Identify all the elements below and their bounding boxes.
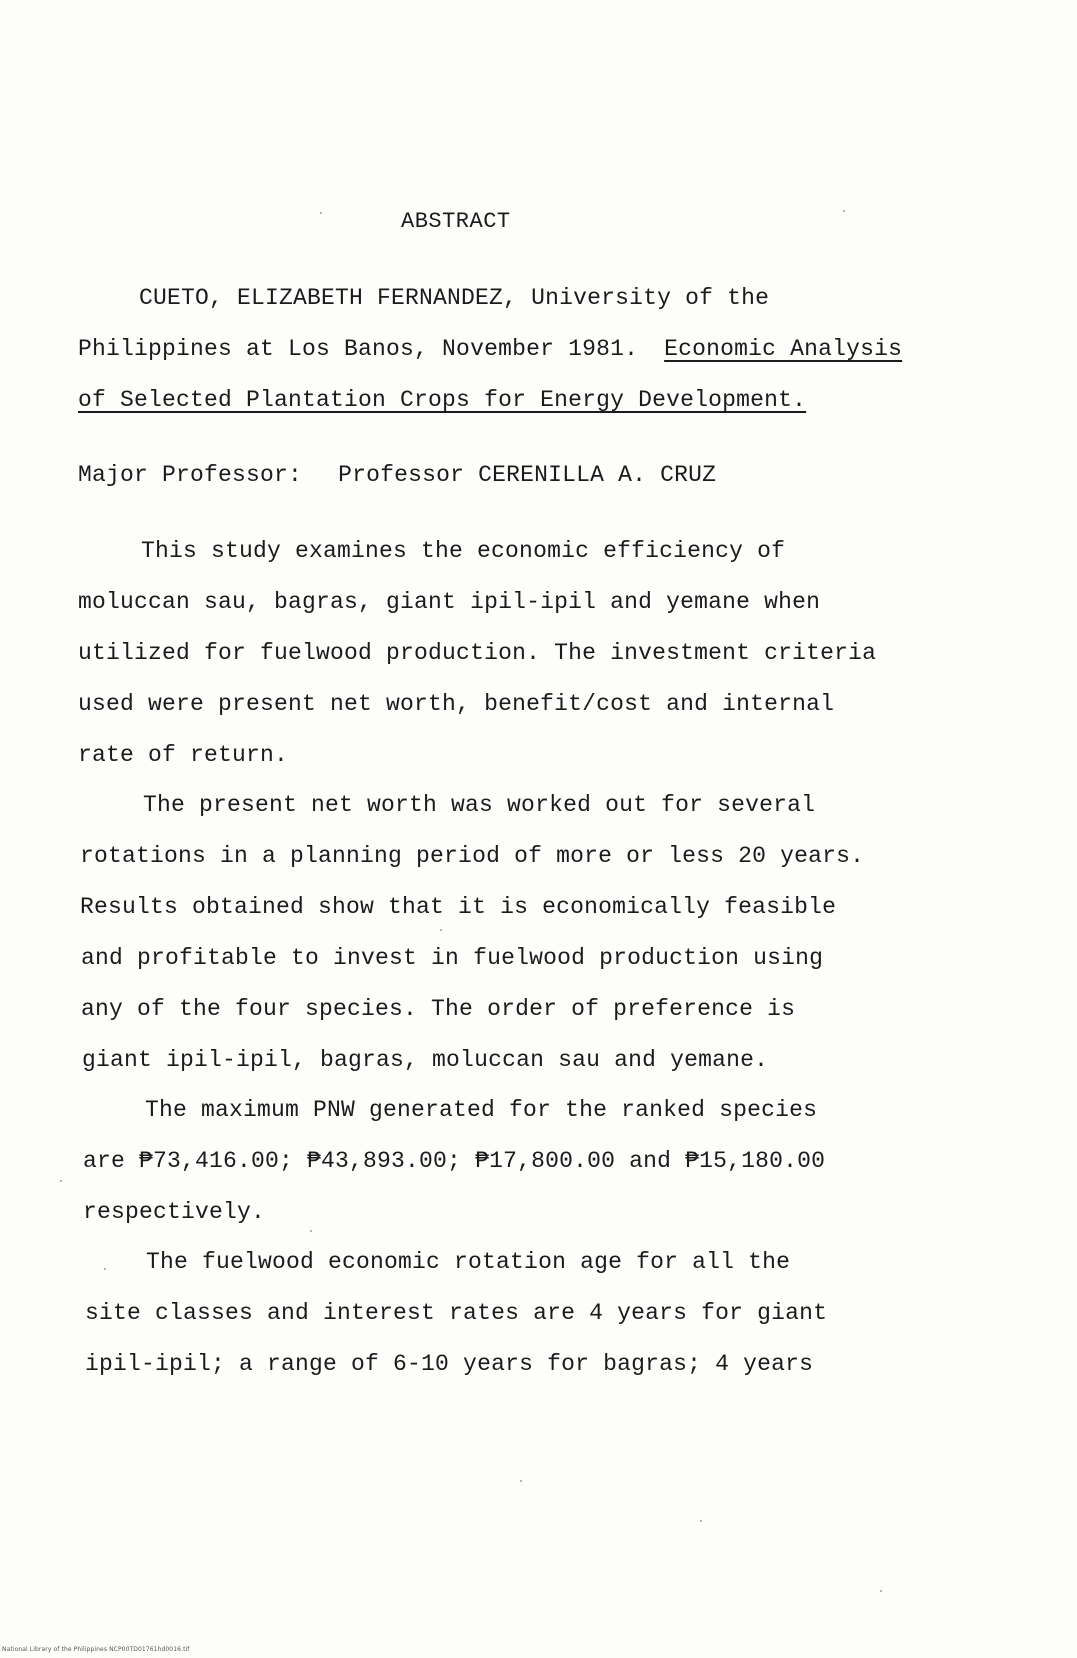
citation-line-1: CUETO, ELIZABETH FERNANDEZ, University of the: [139, 285, 770, 311]
paragraph-1-line-1: This study examines the economic efficiency of: [141, 538, 786, 564]
paragraph-3-line-3: respectively.: [83, 1199, 266, 1225]
thesis-title-part-2: of Selected Plantation Crops for Energy Development.: [78, 387, 807, 413]
citation-line-2: [78, 334, 902, 364]
scan-footer-label: National Library of the Philippines NCP00TD01761hd0016.tif: [2, 1646, 190, 1653]
paragraph-1-line-2: moluccan sau, bagras, giant ipil-ipil and yemane when: [78, 589, 821, 615]
paragraph-2-line-5: any of the four species. The order of preference is: [81, 996, 796, 1022]
scan-speck: [440, 929, 442, 931]
major-professor-name: Professor CERENILLA A. CRUZ: [338, 462, 717, 488]
paragraph-2-line-4: and profitable to invest in fuelwood production using: [81, 945, 824, 971]
scan-speck: [60, 1180, 62, 1182]
major-professor-label: Major Professor:: [78, 462, 303, 488]
paragraph-1-line-5: rate of return.: [78, 742, 289, 768]
thesis-title-part-1: Economic Analysis: [664, 336, 903, 362]
paragraph-4-line-2: site classes and interest rates are 4 years for giant: [85, 1300, 828, 1326]
paragraph-1-line-4: used were present net worth, benefit/cost and internal: [78, 691, 835, 717]
abstract-heading: ABSTRACT: [401, 209, 511, 234]
scan-speck: [843, 210, 845, 212]
paragraph-2-line-3: Results obtained show that it is economically feasible: [80, 894, 837, 920]
paragraph-3-line-1: The maximum PNW generated for the ranked species: [145, 1097, 818, 1123]
major-professor-line: [78, 460, 716, 490]
scan-speck: [320, 212, 322, 214]
scan-speck: [880, 1590, 882, 1592]
paragraph-4-line-3: ipil-ipil; a range of 6-10 years for bagras; 4 years: [85, 1351, 814, 1377]
paragraph-4-line-1: The fuelwood economic rotation age for all the: [146, 1249, 791, 1275]
scan-speck: [700, 1520, 702, 1522]
paragraph-2-line-2: rotations in a planning period of more or less 20 years.: [80, 843, 865, 869]
paragraph-2-line-6: giant ipil-ipil, bagras, moluccan sau and yemane.: [82, 1047, 769, 1073]
scan-speck: [310, 1230, 312, 1232]
paragraph-2-line-1: The present net worth was worked out for several: [143, 792, 816, 818]
citation-line-2-plain: Philippines at Los Banos, November 1981.: [78, 336, 639, 362]
paragraph-3-line-2: are ₱73,416.00; ₱43,893.00; ₱17,800.00 and ₱15,180.00: [83, 1148, 826, 1174]
paragraph-1-line-3: utilized for fuelwood production. The investment criteria: [78, 640, 877, 666]
scan-speck: [520, 1480, 522, 1482]
scan-speck: [104, 1268, 106, 1270]
